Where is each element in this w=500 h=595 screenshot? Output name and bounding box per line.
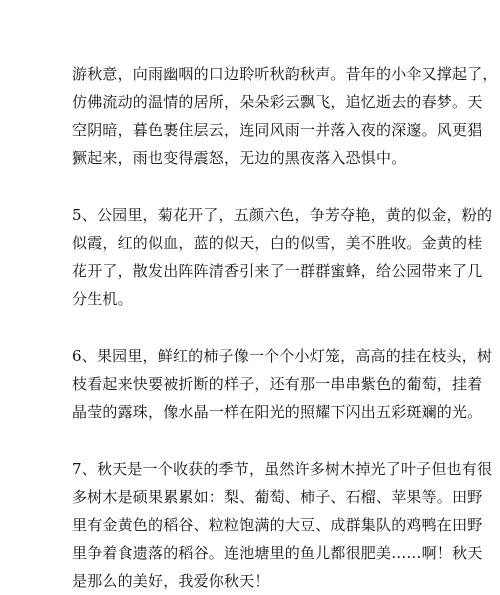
text-line: 分生机。: [72, 290, 133, 308]
text-line: 里争着食遗落的稻谷。连池塘里的鱼儿都很肥美……啊！秋天: [72, 544, 483, 562]
document-page: [72, 60, 498, 595]
text-line: 似霞，红的似血，蓝的似天，白的似雪，美不胜收。金黄的桂: [72, 234, 483, 252]
paragraph-7-harvest: [72, 455, 493, 595]
text-line: 5、公园里，菊花开了，五颜六色，争芳夺艳，黄的似金，粉的: [72, 206, 493, 224]
text-line: 仿佛流动的温情的居所，朵朵彩云飘飞，追忆逝去的春梦。天: [72, 93, 483, 111]
paragraph-6-orchard: [72, 342, 493, 426]
text-line: 花开了，散发出阵阵清香引来了一群群蜜蜂，给公园带来了几: [72, 262, 483, 280]
text-line: 晶莹的露珠，像水晶一样在阳光的照耀下闪出五彩斑斓的光。: [72, 403, 483, 421]
text-line: 多树木是硕果累累如：梨、葡萄、柿子、石榴、苹果等。田野: [72, 488, 483, 506]
paragraph-gap: [72, 426, 432, 455]
paragraph-gap: [72, 172, 432, 201]
paragraph-5-park: [72, 201, 493, 313]
text-line: 游秋意，向雨幽咽的口边聆听秋韵秋声。昔年的小伞又撑起了，: [72, 65, 498, 83]
text-line: 獗起来，雨也变得震怒，无边的黑夜落入恐惧中。: [72, 149, 407, 167]
text-line: 里有金黄色的稻谷、粒粒饱满的大豆、成群集队的鸡鸭在田野: [72, 516, 483, 534]
text-line: 7、秋天是一个收获的季节，虽然许多树木掉光了叶子但也有很: [72, 460, 493, 478]
paragraph-gap: [72, 313, 432, 342]
paragraph-autumn-rain: [72, 60, 498, 172]
text-line: 枝看起来快要被折断的样子，还有那一串串紫色的葡萄，挂着: [72, 375, 483, 393]
text-line: 空阴暗，暮色裹住层云，连同风雨一并落入夜的深邃。风更猖: [72, 121, 483, 139]
text-line: 6、果园里，鲜红的柿子像一个个小灯笼，高高的挂在枝头，树: [72, 347, 493, 365]
text-line: 是那么的美好，我爱你秋天！: [72, 572, 270, 590]
